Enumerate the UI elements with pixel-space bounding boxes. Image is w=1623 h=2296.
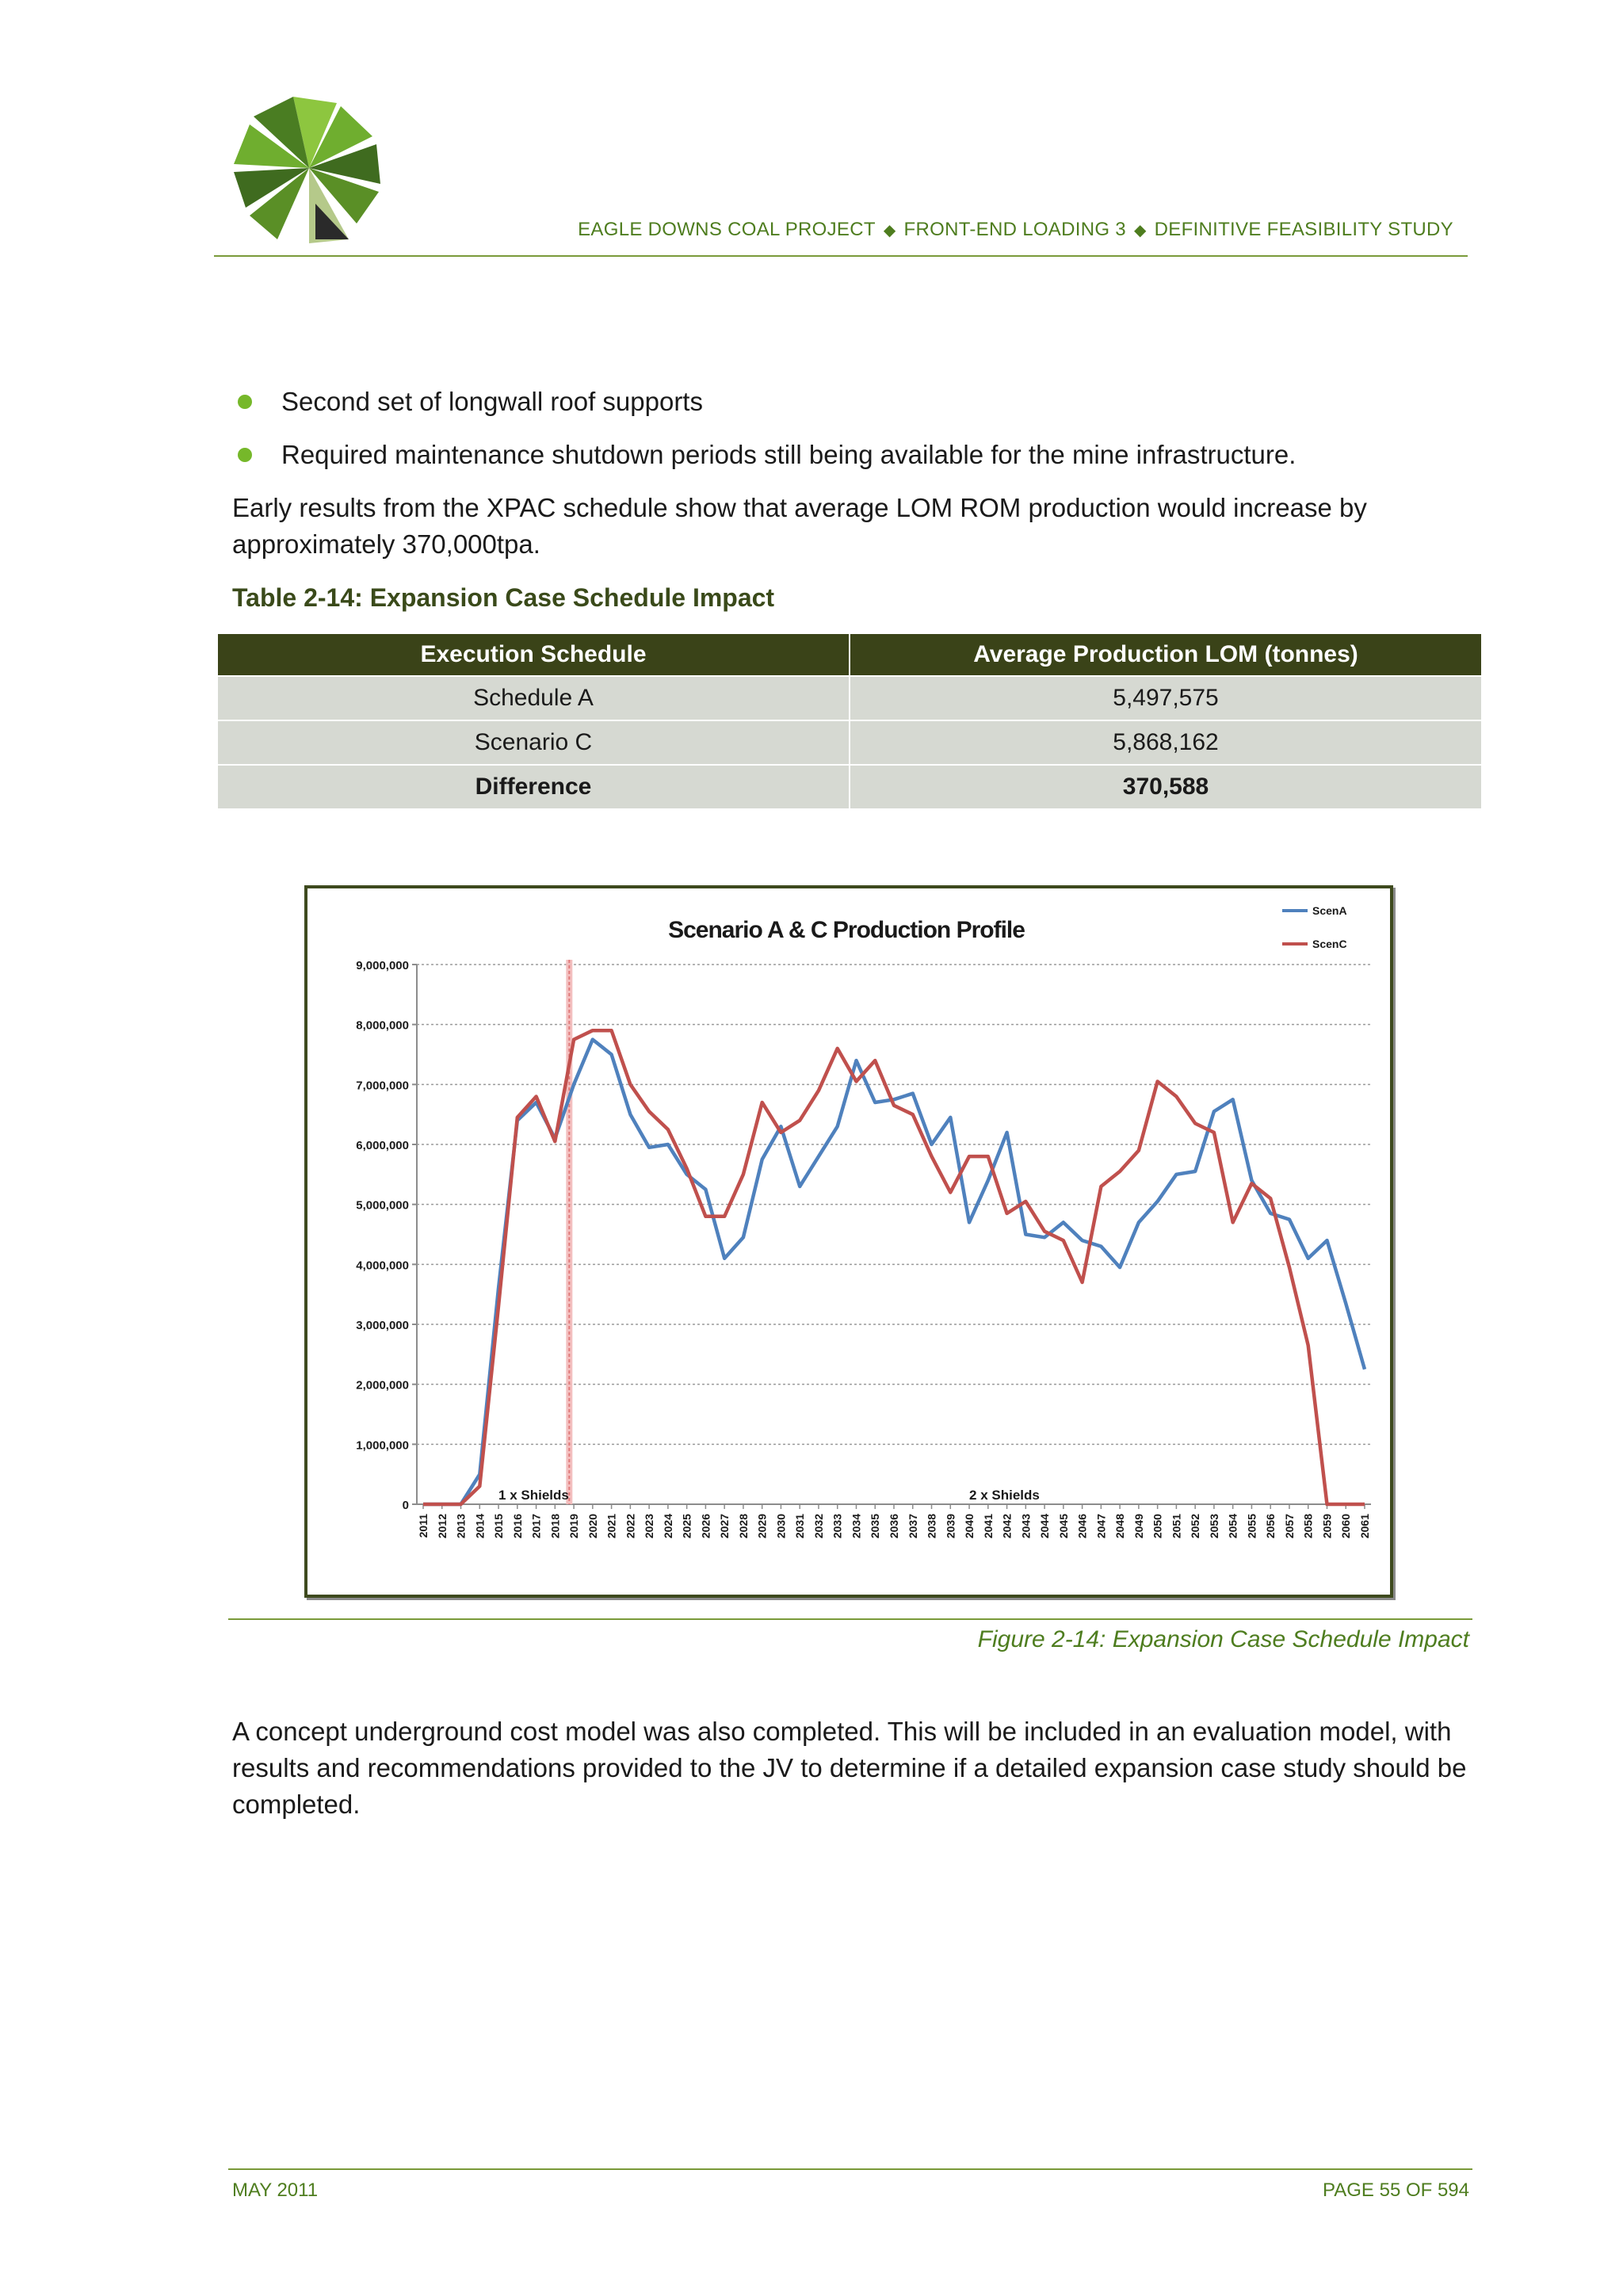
running-header	[578, 219, 1453, 241]
legend-label: ScenA	[1312, 904, 1347, 917]
table-cell: 370,588	[850, 766, 1481, 808]
x-tick-label: 2047	[1094, 1514, 1108, 1539]
header-separator-icon: ◆	[1133, 222, 1147, 239]
x-tick-label: 2050	[1151, 1514, 1164, 1539]
x-tick-label: 2056	[1264, 1514, 1277, 1539]
x-tick-label: 2052	[1189, 1514, 1202, 1539]
x-tick-label: 2025	[680, 1514, 693, 1539]
x-tick-label: 2024	[661, 1514, 674, 1539]
x-tick-label: 2013	[454, 1514, 468, 1539]
y-tick-label: 8,000,000	[356, 1018, 409, 1033]
column-header: Average Production LOM (tonnes)	[850, 634, 1481, 675]
x-tick-label: 2057	[1282, 1514, 1296, 1539]
x-tick-label: 2040	[963, 1514, 976, 1539]
legend-label: ScenC	[1312, 938, 1347, 950]
x-tick-label: 2031	[793, 1514, 807, 1539]
schedule-impact-table	[216, 632, 1483, 810]
table-row-total	[218, 766, 1481, 808]
x-tick-label: 2048	[1113, 1514, 1127, 1539]
x-tick-label: 2022	[624, 1514, 637, 1539]
header-study: DEFINITIVE FEASIBILITY STUDY	[1154, 219, 1453, 240]
x-tick-label: 2041	[981, 1514, 995, 1539]
y-tick-label: 3,000,000	[356, 1319, 409, 1332]
footer-page-number: PAGE 55 OF 594	[1323, 2179, 1469, 2201]
figure-divider	[228, 1618, 1472, 1620]
y-tick-label: 1,000,000	[356, 1438, 409, 1453]
x-tick-label: 2012	[435, 1514, 449, 1539]
table-cell: 5,868,162	[850, 721, 1481, 764]
x-tick-label: 2053	[1207, 1514, 1220, 1539]
shields-annotation: 1 x Shields	[498, 1488, 569, 1503]
series-line-scenc	[423, 1030, 1365, 1504]
x-tick-label: 2055	[1245, 1514, 1258, 1539]
x-tick-label: 2044	[1038, 1514, 1052, 1539]
x-tick-label: 2029	[755, 1514, 769, 1539]
header-phase: FRONT-END LOADING 3	[903, 219, 1126, 240]
production-profile-chart	[304, 885, 1393, 1598]
column-header: Execution Schedule	[218, 634, 849, 675]
table-header-row	[218, 634, 1481, 675]
x-tick-label: 2021	[605, 1514, 618, 1539]
figure-caption: Figure 2-14: Expansion Case Schedule Impact	[977, 1626, 1469, 1652]
x-tick-label: 2014	[473, 1514, 487, 1539]
x-tick-label: 2051	[1170, 1514, 1183, 1539]
x-tick-label: 2058	[1301, 1514, 1315, 1539]
x-tick-label: 2061	[1358, 1514, 1371, 1539]
x-tick-label: 2016	[510, 1514, 524, 1539]
series-line-scena	[423, 1040, 1365, 1504]
x-tick-label: 2042	[1000, 1514, 1014, 1539]
y-tick-label: 4,000,000	[356, 1259, 409, 1273]
x-tick-label: 2037	[906, 1514, 919, 1539]
footer-date: MAY 2011	[232, 2179, 319, 2201]
x-tick-label: 2036	[888, 1514, 900, 1539]
x-tick-label: 2028	[736, 1514, 750, 1539]
y-tick-label: 9,000,000	[356, 959, 409, 972]
table-cell: Difference	[218, 766, 849, 808]
bullet-icon	[238, 395, 252, 409]
chart-canvas	[307, 888, 1390, 1595]
bullet-icon	[238, 448, 252, 462]
company-logo	[230, 89, 388, 247]
x-tick-label: 2038	[925, 1514, 938, 1539]
x-tick-label: 2015	[492, 1514, 506, 1539]
bullet-text: Second set of longwall roof supports	[281, 387, 703, 416]
x-tick-label: 2043	[1019, 1514, 1033, 1539]
y-tick-label: 6,000,000	[356, 1139, 409, 1152]
x-tick-label: 2032	[812, 1514, 825, 1539]
shields-annotation: 2 x Shields	[969, 1488, 1040, 1503]
x-tick-label: 2060	[1339, 1514, 1353, 1539]
x-tick-label: 2030	[774, 1514, 788, 1539]
x-tick-label: 2018	[548, 1514, 562, 1539]
x-tick-label: 2039	[944, 1514, 957, 1539]
x-tick-label: 2020	[586, 1514, 599, 1539]
x-tick-label: 2045	[1056, 1514, 1070, 1539]
x-tick-label: 2027	[718, 1514, 731, 1539]
chart-title: Scenario A & C Production Profile	[668, 917, 1025, 943]
table-caption: Table 2-14: Expansion Case Schedule Impact	[232, 583, 775, 612]
header-divider	[214, 255, 1468, 257]
y-tick-label: 5,000,000	[356, 1198, 409, 1213]
footer-divider	[228, 2168, 1472, 2170]
table-cell: Schedule A	[218, 677, 849, 720]
x-tick-label: 2023	[643, 1514, 656, 1539]
x-tick-label: 2017	[529, 1514, 543, 1539]
y-tick-label: 2,000,000	[356, 1378, 409, 1392]
table-cell: Scenario C	[218, 721, 849, 764]
body-paragraph: A concept underground cost model was also completed. This will be included in an evaluation model, with results and recommendations provided to the JV to determine if a detailed expansion case study should be completed.	[232, 1717, 1467, 1819]
x-tick-label: 2019	[567, 1514, 581, 1539]
x-tick-label: 2035	[869, 1514, 882, 1539]
bullet-text: Required maintenance shutdown periods still being available for the mine infrastructure.	[281, 440, 1296, 469]
x-tick-label: 2049	[1132, 1514, 1145, 1539]
x-tick-label: 2034	[850, 1514, 863, 1539]
table-cell: 5,497,575	[850, 677, 1481, 720]
x-tick-label: 2046	[1075, 1514, 1089, 1539]
body-paragraph: Early results from the XPAC schedule show that average LOM ROM production would increase by approximately 370,000tpa.	[232, 493, 1367, 559]
header-project: EAGLE DOWNS COAL PROJECT	[578, 219, 876, 240]
table-row	[218, 677, 1481, 720]
table-row	[218, 721, 1481, 764]
header-separator-icon: ◆	[883, 222, 896, 239]
x-tick-label: 2026	[699, 1514, 712, 1539]
y-tick-label: 0	[402, 1499, 409, 1512]
x-tick-label: 2059	[1320, 1514, 1334, 1539]
x-tick-label: 2033	[831, 1514, 844, 1539]
y-tick-label: 7,000,000	[356, 1079, 409, 1093]
x-tick-label: 2011	[417, 1514, 430, 1538]
x-tick-label: 2054	[1226, 1514, 1239, 1539]
